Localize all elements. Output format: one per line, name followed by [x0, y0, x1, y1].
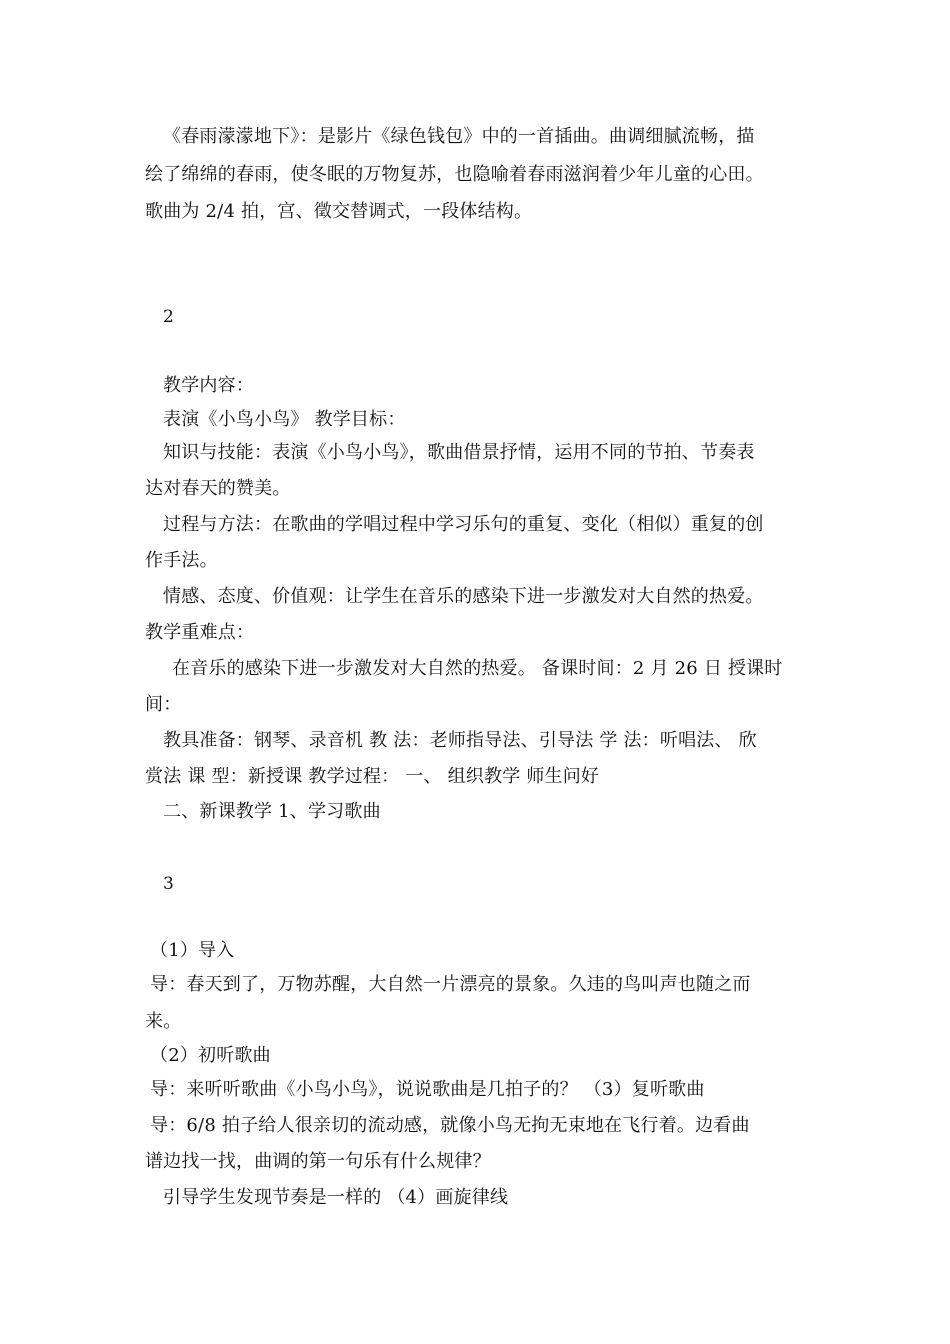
paragraph-line: 赏法 课 型：新授课 教学过程： 一、 组织教学 师生问好 — [145, 766, 600, 787]
paragraph-line: 导：春天到了，万物苏醒，大自然一片漂亮的景象。久违的鸟叫声也随之而 — [150, 974, 751, 995]
paragraph-line: 歌曲为 2/4 拍，宫、徵交替调式，一段体结构。 — [145, 201, 533, 222]
paragraph-line: 达对春天的赞美。 — [145, 478, 291, 499]
paragraph-line: （2）初听歌曲 — [150, 1045, 271, 1066]
paragraph-line: 绘了绵绵的春雨，使冬眠的万物复苏，也隐喻着春雨滋润着少年儿童的心田。 — [145, 164, 764, 185]
paragraph-line: 作手法。 — [145, 550, 218, 571]
paragraph-line: 表演《小鸟小鸟》 教学目标： — [163, 409, 406, 430]
paragraph-line: 《春雨濛濛地下》：是影片《绿色钱包》中的一首插曲。曲调细腻流畅，描 — [163, 126, 755, 147]
paragraph-line: 二、新课教学 1、学习歌曲 — [163, 801, 381, 822]
paragraph-line: 知识与技能：表演《小鸟小鸟》，歌曲借景抒情，运用不同的节拍、节奏表 — [163, 442, 755, 463]
paragraph-line: 过程与方法：在歌曲的学唱过程中学习乐句的重复、变化（相似）重复的创 — [163, 514, 764, 535]
paragraph-line: 谱边找一找，曲调的第一句乐有什么规律？ — [145, 1151, 491, 1172]
page-number: 2 — [163, 307, 175, 327]
paragraph-line: 教学重难点： — [145, 622, 255, 643]
paragraph-line: （1）导入 — [150, 940, 235, 961]
paragraph-line: 导：来听听歌曲《小鸟小鸟》，说说歌曲是几拍子的？ （3）复听歌曲 — [150, 1079, 705, 1100]
paragraph-line: 在音乐的感染下进一步激发对大自然的热爱。 备课时间：2 月 26 日 授课时 — [172, 658, 783, 679]
paragraph-line: 教学内容： — [163, 375, 254, 396]
paragraph-line: 教具准备：钢琴、录音机 教 法：老师指导法、引导法 学 法：听唱法、 欣 — [163, 730, 757, 751]
paragraph-line: 导：6/8 拍子给人很亲切的流动感，就像小鸟无拘无束地在飞行着。边看曲 — [150, 1115, 750, 1136]
paragraph-line: 引导学生发现节奏是一样的 （4）画旋律线 — [163, 1187, 509, 1208]
paragraph-line: 间： — [145, 694, 182, 715]
paragraph-line: 情感、态度、价值观：让学生在音乐的感染下进一步激发对大自然的热爱。 — [163, 586, 764, 607]
paragraph-line: 来。 — [145, 1011, 182, 1032]
page-number: 3 — [163, 874, 175, 894]
